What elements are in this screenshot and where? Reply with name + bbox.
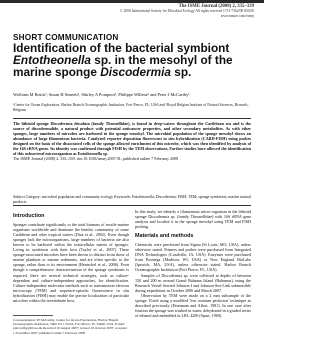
methods-paragraph-2: Samples of Discodermia sp. were collected at depths of between 150 and 200 m around Grand Bahama Island (Bahamas), using the Research Vessel Seward Johnson I and Johnson-Sea-Link submersible during expeditions in October 2006 and March 2007. <box>135 272 251 293</box>
journal-copyright: © 2008 International Society for Microbial Ecology All rights reserved 1751-7362/08 $30.00 <box>119 9 254 14</box>
methods-paragraph-1: Chemicals were purchased from Sigma (St Louis, MO, USA), unless otherwise stated. Primers and probes were purchased from Integrated DNA Technologies (Coralville, IA, USA). Enzymes were purchased from Promega (Madison, WI, USA) or New England BioLabs (Ipswich, MA, USA), unless otherwise stated. Harbor Branch Oceanographic Institution (Fort Pierce, FL, USA). <box>135 242 251 273</box>
journal-info <box>120 5 254 18</box>
methods-paragraph-3: Observation by TEM were made on a 2 mm subsample of the sponge. Fixed using a modified 'low osmium perfusion' technique as described previously (Eisenman and Alfert, 1981). In one case after fixation the sponge was washed in water, dehydrated in a graded series of ethanol and embedded in LRL 4200 (Spurr, 1969). <box>135 292 252 318</box>
right-column <box>135 209 251 318</box>
title-part1: Identification of the bacterial symbiont <box>13 41 230 55</box>
intro-paragraph: Sponges contribute significantly to the total biomass of sessile marine organisms worldwide and dominate the benthic community of some Caribbean and other tropical waters (Diaz et al., 2002). Even though sponges lack the microorganisms, large numbers of bacteria are also known to be harbored within the extracellular matrix of sponges. Living in symbiosis with their host (Taylor et al., 2007). These sponge-associated microbes have been shown to distinct from those of marine plankton or marine sediments, and are often specific to the sponge, rather than to its environment (Hentschel et al., 2006). Even though a comprehensive characterization of the sponge symbionts is required, there are several technical strategies, such as culture-dependent and culture-independent approaches, for identification. Culture-independent molecular methods such as transmission electron microscopy (TEM) and sequence-specific fluorescence in situ hybridization (FISH) may enable the precise localization of particular microbes within the invertebrate host. <box>13 222 129 303</box>
journal-name: The ISME Journal (2008) 2, 335–339 <box>178 4 254 9</box>
left-column <box>13 209 129 303</box>
journal-header-bar <box>0 0 264 3</box>
abstract-top-rule <box>13 118 251 119</box>
title-host-genus: Discodermia <box>100 65 171 80</box>
abstract-text: The lithistid sponge Discodermia dissoluta (family Theonellidae), is found in deep-waters throughout the Caribbean sea and is the source of discodermolide, a natural product with potential anticancer properties, and other secondary metabolites. As with other sponges, large numbers of microbes are harbored in the sponge mesohyl. The microbial population of the sponge mesohyl shows an abundance of large filamentous bacteria. Catalyzed reporter deposition fluorescent in situ hybridization (CARD-FISH) using probes designed on the basis of the dissociated cells of the sponge allowed enrichment of this microbe, which was then identified by analysis of the 16S rRNA genes. Its identity was confirmed through FISH by the TEM observations. Further studies have allowed the identification of this subsecteral microorganism as Entotheonella sp. <box>13 121 251 156</box>
title-part3: sp. <box>171 65 192 80</box>
article-title <box>13 42 253 79</box>
methods-heading: Materials and methods <box>135 233 194 240</box>
citation-line: The ISME Journal (2008) 2, 335–339; doi:10.1038/ismej.2007.91; published online 7 February 2008 <box>13 156 179 161</box>
keywords: Subject Category: microbial population and community ecology Keywords: Entotheonella; Discodermia; FISH; TEM; sponge symbionts; marine natural products <box>13 195 251 204</box>
author-list: Wolfram M Brück¹, Susan H Sennett¹, Shirley A Pomponi¹, Philippe Willenz² and Peter J McCarthy¹ <box>13 92 190 97</box>
footnote-rule <box>13 315 53 316</box>
section-label: SHORT COMMUNICATION <box>13 33 119 42</box>
abstract-bottom-rule <box>13 205 251 206</box>
title-genus: Entotheonella <box>13 53 91 68</box>
author-affiliations: ¹Center for Ocean Exploration, Harbor Branch Oceanographic Institution, Fort Pierce, FL, USA and ²Royal Belgian Institute of Natural Sciences, Brussels, Belgium <box>13 103 249 112</box>
title-part2: sp. in the mesohyl of the marine sponge <box>13 53 233 80</box>
correspondence-footnote: Correspondence: PJ McCarthy, Center for Ocean Exploration, Harbor Branch Oceanographic Institution, 5600 US 1 North, Fort Pierce, FL 34946, USA. E-mail: pmccarthy@hboi.edu Received 10 August 2007; revised 19 October 2007; accepted 1 November 2007; published online 7 February 2008 <box>13 318 127 335</box>
journal-url[interactable]: www.nature.com/ismej <box>220 13 254 18</box>
abstract <box>13 121 251 161</box>
introduction-heading: Introduction <box>13 213 45 219</box>
study-paragraph: In this study, we identify a filamentous micro-organism in the lithistid sponge Discodermia sp. (family Theonellidae) with 16S rRNA gene analysis and localize it in the sponge mesohyl using TEM and FISH probing. <box>135 209 251 230</box>
